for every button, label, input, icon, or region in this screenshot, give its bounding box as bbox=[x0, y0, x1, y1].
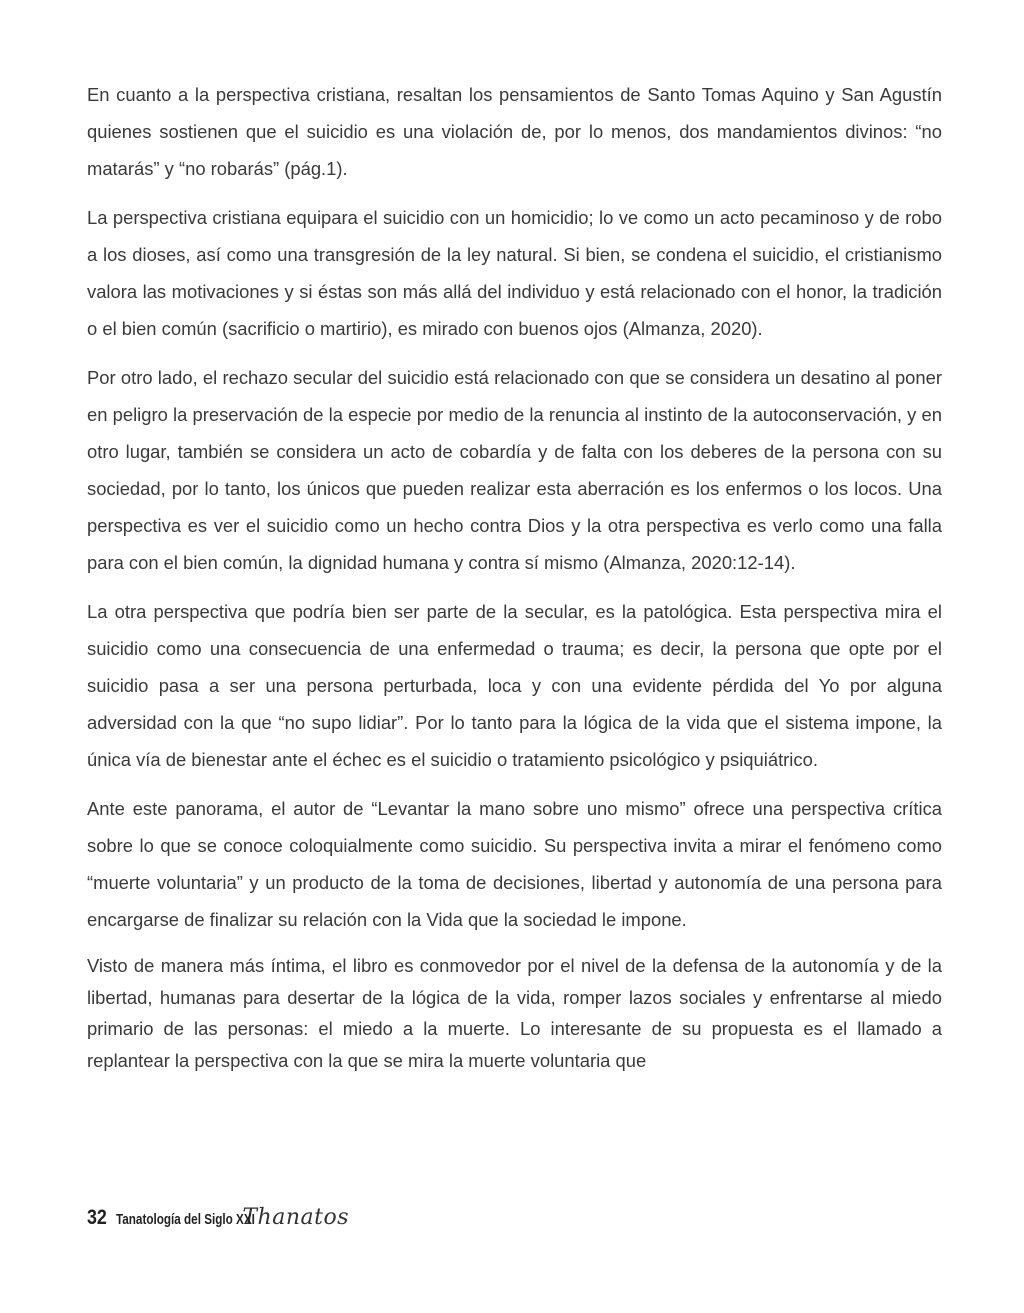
journal-name: Tanatología del Siglo XXI bbox=[116, 1211, 256, 1228]
journal-logo: Thanatos bbox=[242, 1205, 349, 1230]
paragraph-secular-rejection: Por otro lado, el rechazo secular del suicidio está relacionado con que se considera un desatino al poner en peligro la preservación de la especie por medio de la renuncia al instinto de la autoconservación, y en otro lugar, también se considera un acto de cobardía y de falta con los deberes de la persona con su sociedad, por lo tanto, los únicos que pueden realizar esta aberración es los enfermos o los locos. Una perspectiva es ver el suicidio como un hecho contra Dios y la otra perspectiva es verlo como una falla para con el bien común, la dignidad humana y contra sí mismo (Almanza, 2020:12-14). bbox=[87, 367, 942, 573]
paragraph-christian-homicide: La perspectiva cristiana equipara el suicidio con un homicidio; lo ve como un acto pecaminoso y de robo a los dioses, así como una transgresión de la ley natural. Si bien, se condena el suicidio, el cristianismo valora las motivaciones y si éstas son más allá del individuo y está relacionado con el honor, la tradición o el bien común (sacrificio o martirio), es mirado con buenos ojos (Almanza, 2020). bbox=[87, 207, 942, 339]
paragraph-christian-perspective: En cuanto a la perspectiva cristiana, resaltan los pensamientos de Santo Tomas Aquino y San Agustín quienes sostienen que el suicidio es una violación de, por lo menos, dos mandamientos divinos: “no matarás” y “no robarás” (pág.1). bbox=[87, 84, 942, 179]
paragraph-book-intimate: Visto de manera más íntima, el libro es conmovedor por el nivel de la defensa de la autonomía y de la libertad, humanas para desertar de la lógica de la vida, romper lazos sociales y enfrentarse al miedo primario de las personas: el miedo a la muerte. Lo interesante de su propuesta es el llamado a replantear la perspectiva con la que se mira la muerte voluntaria que bbox=[87, 955, 942, 1071]
paragraph-author-critique: Ante este panorama, el autor de “Levantar la mano sobre uno mismo” ofrece una perspectiva crítica sobre lo que se conoce coloquialmente como suicidio. Su perspectiva invita a mirar el fenómeno como “muerte voluntaria” y un producto de la toma de decisiones, libertad y autonomía de una persona para encargarse de finalizar su relación con la Vida que la sociedad le impone. bbox=[87, 798, 942, 930]
page-number: 32 bbox=[87, 1206, 107, 1229]
paragraph-pathological-perspective: La otra perspectiva que podría bien ser parte de la secular, es la patológica. Esta perspectiva mira el suicidio como una consecuencia de una enfermedad o trauma; es decir, la persona que opte por el suicidio pasa a ser una persona perturbada, loca y con una evidente pérdida del Yo por alguna adversidad con la que “no supo lidiar”. Por lo tanto para la lógica de la vida que el sistema impone, la única vía de bienestar ante el échec es el suicidio o tratamiento psicológico y psiquiátrico. bbox=[87, 601, 942, 770]
page-footer bbox=[87, 1205, 349, 1245]
page-body bbox=[87, 76, 942, 1088]
